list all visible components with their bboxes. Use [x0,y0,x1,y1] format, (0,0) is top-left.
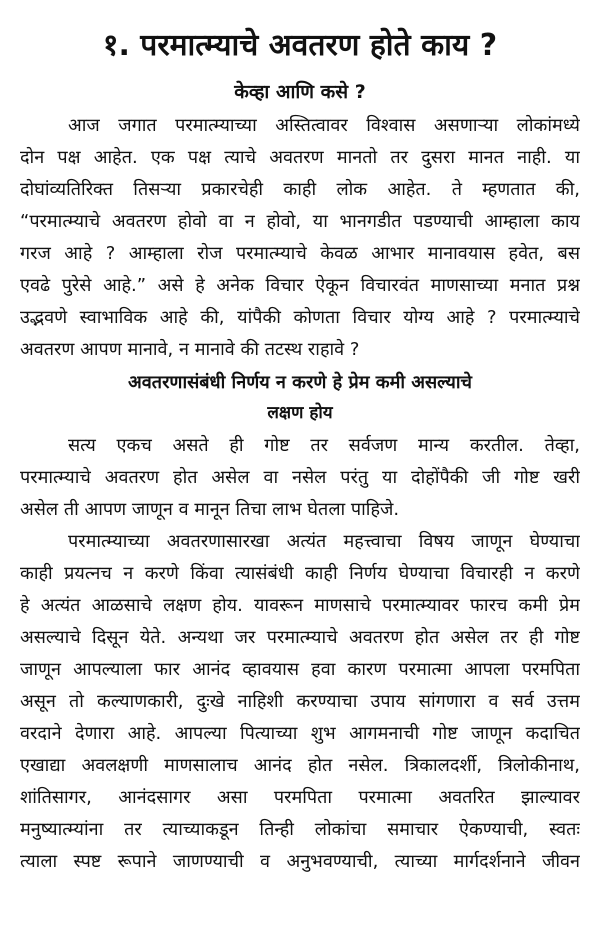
section-heading: अवतरणासंबंधी निर्णय न करणे हे प्रेम कमी असल्याचे [128,372,472,393]
paragraph-line: त्याला स्पष्ट रूपाने जाणण्याची व अनुभवण्याची, त्याच्या मार्गदर्शनाने जीवन [20,851,580,872]
paragraph-2 [20,430,580,526]
paragraph-line: गरज आहे ? आम्हाला रोज परमात्म्याचे केवळ आभार मानावयास हवेत, बस [20,243,580,264]
paragraph-line: परमात्म्याचे अवतरण होत असेल वा नसेल परंतु या दोहोंपैकी जी गोष्ट खरी [20,467,580,488]
paragraph-3 [20,526,580,878]
paragraph-line: एखाद्या अवलक्षणी माणसालाच आनंद होत नसेल. त्रिकालदर्शी, त्रिलोकीनाथ, [20,755,580,776]
paragraph-line: जाणून आपल्याला फार आनंद व्हावयास हवा कारण परमात्मा आपला परमपिता [20,659,580,680]
paragraph-line: वरदाने देणारा आहे. आपल्या पित्याच्या शुभ आगमनाची गोष्ट जाणून कदाचित [20,723,580,744]
section-heading-continued: लक्षण होय [267,403,333,423]
paragraph-line: दोन पक्ष आहेत. एक पक्ष त्याचे अवतरण मानतो तर दुसरा मानत नाही. या [20,147,580,168]
chapter-subtitle: केव्हा आणि कसे ? [234,81,366,103]
paragraph-line: “परमात्म्याचे अवतरण होवो वा न होवो, या भानगडीत पडण्याची आम्हाला काय [20,211,580,232]
paragraph-line: काही प्रयत्नच न करणे किंवा त्यासंबंधी काही निर्णय घेण्याचा विचारही न करणे [20,563,580,584]
paragraph-line: असल्याचे दिसून येते. अन्यथा जर परमात्म्याचे अवतरण होत असेल तर ही गोष्ट [20,627,580,648]
paragraph-line: आज जगात परमात्म्याच्या अस्तित्वावर विश्वास असणाऱ्या लोकांमध्ये [68,115,580,136]
paragraph-line: एवढे पुरेसे आहे.” असे हे अनेक विचार ऐकून विचारवंत माणसाच्या मनात प्रश्न [20,275,580,296]
paragraph-line: अवतरण आपण मानावे, न मानावे की तटस्थ राहावे ? [20,339,360,360]
paragraph-line: शांतिसागर, आनंदसागर असा परमपिता परमात्मा अवतरित झाल्यावर [20,787,580,808]
chapter-title: १. परमात्म्याचे अवतरण होते काय ? [102,28,498,63]
paragraph-1 [20,110,580,366]
paragraph-line: उद्भवणे स्वाभाविक आहे की, यांपैकी कोणता विचार योग्य आहे ? परमात्म्याचे [20,307,580,328]
paragraph-line: परमात्म्याच्या अवतरणासारखा अत्यंत महत्त्वाचा विषय जाणून घेण्याचा [68,531,580,552]
paragraph-line: सत्य एकच असते ही गोष्ट तर सर्वजण मान्य करतील. तेव्हा, [68,435,580,456]
paragraph-line: असून तो कल्याणकारी, दुःखे नाहिशी करण्याचा उपाय सांगणारा व सर्व उत्तम [20,691,580,712]
document-page [20,26,580,878]
paragraph-line: दोघांव्यतिरिक्त तिसऱ्या प्रकारचेही काही लोक आहेत. ते म्हणतात की, [20,179,580,200]
paragraph-line: असेल ती आपण जाणून व मानून तिचा लाभ घेतला पाहिजे. [20,499,400,520]
paragraph-line: हे अत्यंत आळसाचे लक्षण होय. यावरून माणसाचे परमात्म्यावर फारच कमी प्रेम [20,595,580,616]
paragraph-line: मनुष्यात्म्यांना तर त्याच्याकडून तिन्ही लोकांचा समाचार ऐकण्याची, स्वतः [20,819,580,840]
